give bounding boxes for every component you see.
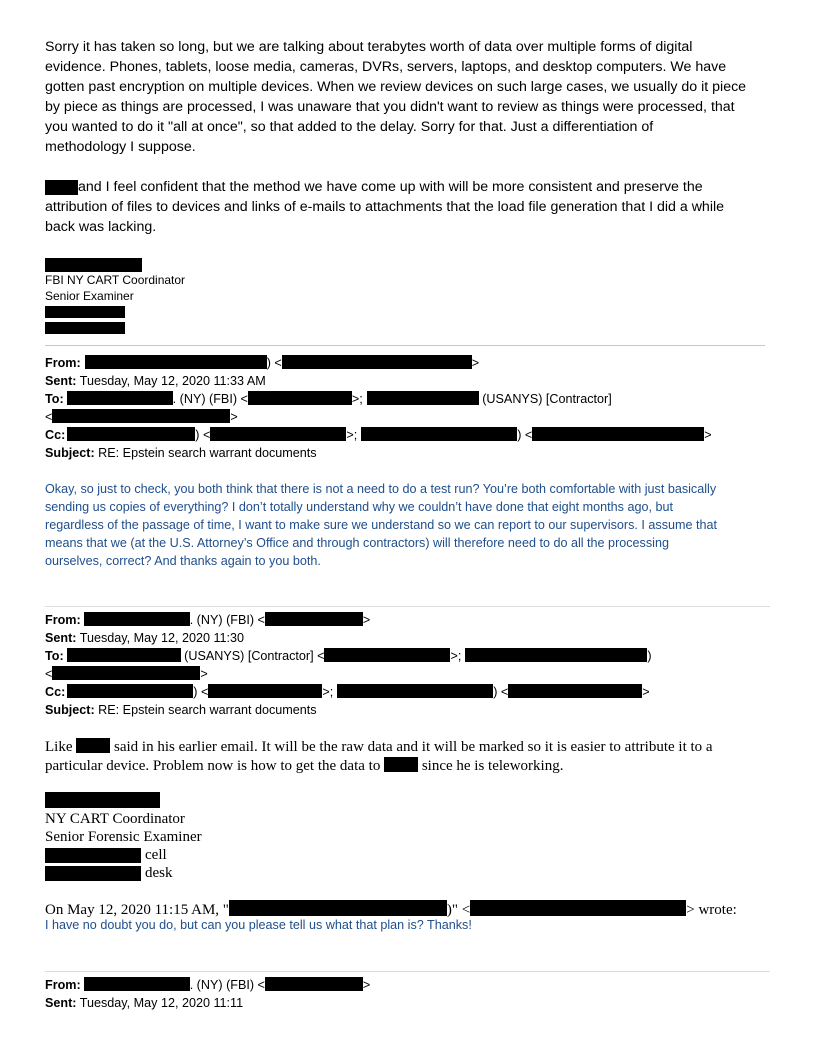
body-line: regardless of the passage of time, I want to make sure we understand so we can report to our supervisors. I assume that (45, 518, 718, 532)
body-line: attribution of files to devices and links of e-mails to attachments that the load file generation that I did a while (45, 199, 725, 215)
redaction-box (84, 612, 190, 626)
from-line: From: . (NY) (FBI) < > (45, 613, 371, 627)
redaction-box (337, 684, 493, 698)
signature-title: FBI NY CART Coordinator (45, 273, 186, 287)
redaction-box (67, 427, 195, 441)
redaction-box (532, 427, 704, 441)
redaction-box (210, 427, 346, 441)
redaction-box (282, 355, 472, 369)
redaction-box (52, 409, 230, 423)
redaction-box (85, 355, 267, 369)
body-line: Like said in his earlier email. It will be the raw data and it will be marked so it is easier to attribute it to a (45, 739, 713, 755)
sent-line: Sent: Tuesday, May 12, 2020 11:33 AM (45, 374, 266, 388)
body-line: ourselves, correct? And thanks again to you both. (45, 554, 321, 568)
quote-header: On May 12, 2020 11:15 AM, " )" < > wrote: (45, 902, 737, 918)
redaction-box (45, 792, 160, 808)
redaction-box (265, 612, 363, 626)
divider (45, 345, 765, 346)
body-line: back was lacking. (45, 219, 157, 235)
divider (45, 606, 770, 607)
to-line: To: (USANYS) [Contractor] < >; ) (45, 649, 652, 663)
cc-line: Cc: ) < >; ) < > (45, 685, 650, 699)
redaction-box (45, 180, 78, 195)
body-line: by piece as things are processed, I was unaware that you didn't want to review as things were processed, that (45, 99, 735, 115)
subject-line: Subject: RE: Epstein search warrant documents (45, 703, 317, 717)
body-line: particular device. Problem now is how to get the data to since he is teleworking. (45, 758, 564, 774)
signature-title: NY CART Coordinator (45, 811, 185, 827)
redaction-box (67, 648, 181, 662)
redaction-box (45, 258, 142, 272)
to-line: To: . (NY) (FBI) < >; (USANYS) [Contractor] (45, 392, 612, 406)
body-line: you wanted to do it "all at once", so that added to the delay. Sorry for that. Just a differentiation of (45, 119, 654, 135)
to-line-cont: < > (45, 667, 208, 681)
body-line: sending us copies of everything? I don’t totally understand why we couldn’t have done that eight months ago, but (45, 500, 673, 514)
redaction-box (52, 666, 200, 680)
subject-line: Subject: RE: Epstein search warrant documents (45, 446, 317, 460)
to-line-cont: < > (45, 410, 238, 424)
redaction-box (265, 977, 363, 991)
sent-line: Sent: Tuesday, May 12, 2020 11:11 (45, 996, 244, 1010)
redaction-box (84, 977, 190, 991)
body-line: means that we (at the U.S. Attorney’s Office and through contractors) will therefore need to do all the processing (45, 536, 669, 550)
redaction-box (208, 684, 322, 698)
signature-role: Senior Examiner (45, 289, 134, 303)
redaction-box (45, 848, 141, 863)
redaction-box (324, 648, 450, 662)
body-line: gotten past encryption on multiple devices. When we review devices on such large cases, we usually do it piece (45, 79, 747, 95)
redaction-box (67, 391, 173, 405)
redaction-box (229, 900, 447, 916)
cc-line: Cc: ) < >; ) < > (45, 428, 712, 442)
body-line: Okay, so just to check, you both think that there is not a need to do a test run? You’re both comfortable with just basically (45, 482, 717, 496)
redaction-box (361, 427, 517, 441)
redaction-box (248, 391, 352, 405)
body-line: methodology I suppose. (45, 139, 196, 155)
redaction-box (76, 738, 110, 753)
redaction-box (45, 322, 125, 334)
redaction-box (465, 648, 647, 662)
redaction-box (45, 306, 125, 318)
redaction-box (67, 684, 193, 698)
from-line: From: . (NY) (FBI) < > (45, 978, 371, 992)
redaction-box (45, 866, 141, 881)
body-line: Sorry it has taken so long, but we are talking about terabytes worth of data over multiple forms of digital (45, 39, 693, 55)
from-line: From: ) < > (45, 356, 480, 370)
redaction-box (384, 757, 418, 772)
divider (45, 971, 770, 972)
phone-label: cell (145, 847, 167, 863)
redaction-box (367, 391, 479, 405)
signature-role: Senior Forensic Examiner (45, 829, 202, 845)
quoted-message: I have no doubt you do, but can you please tell us what that plan is? Thanks! (45, 918, 472, 932)
sent-line: Sent: Tuesday, May 12, 2020 11:30 (45, 631, 245, 645)
redaction-box (470, 900, 686, 916)
phone-label: desk (145, 865, 173, 881)
body-line: and I feel confident that the method we have come up with will be more consistent and preserve the (78, 179, 703, 195)
redaction-box (508, 684, 642, 698)
body-line: evidence. Phones, tablets, loose media, cameras, DVRs, servers, laptops, and desktop computers. We have (45, 59, 727, 75)
